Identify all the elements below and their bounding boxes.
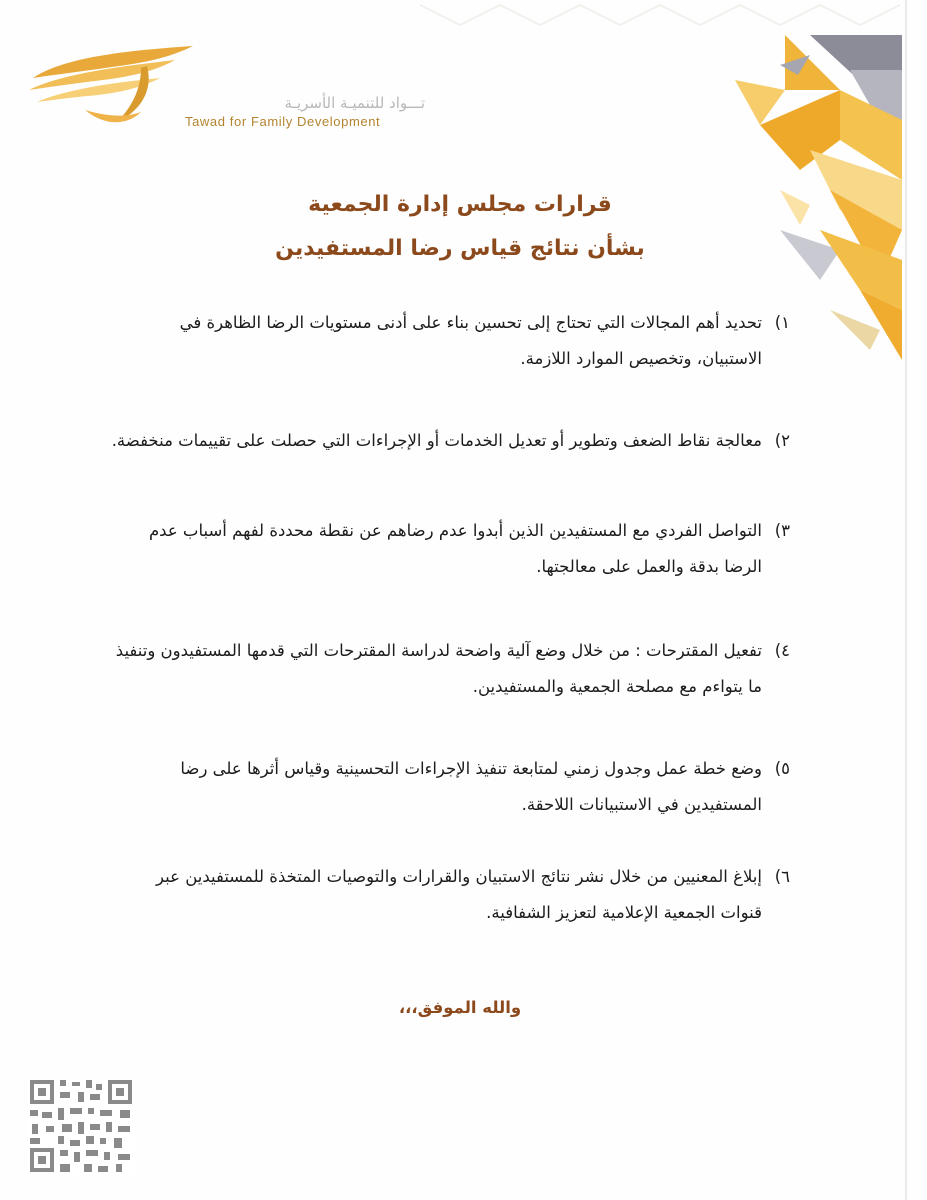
- decision-text: تحديد أهم المجالات التي تحتاج إلى تحسين بناء على أدنى مستويات الرضا الظاهرة في الاستبيان، وتخصيص الموارد اللازمة.: [179, 313, 762, 368]
- decision-number: ٢): [774, 431, 790, 450]
- decision-text: التواصل الفردي مع المستفيدين الذين أبدوا عدم رضاهم عن نقطة محددة لفهم أسباب عدم الرضا بدقة والعمل على معالجتها.: [148, 521, 762, 576]
- tawad-logo: [25, 38, 425, 138]
- decision-item-4: [110, 633, 790, 705]
- closing-phrase: والله الموفق،،،: [398, 998, 522, 1017]
- decision-number: ٦): [774, 867, 790, 886]
- document-title: [180, 183, 740, 271]
- decision-text: معالجة نقاط الضعف وتطوير أو تعديل الخدمات أو الإجراءات التي حصلت على تقييمات منخفضة.: [111, 431, 762, 450]
- decision-number: ٤): [774, 641, 790, 660]
- logo-arabic-name: تـــواد للتنميـة الأسريـة: [284, 94, 425, 112]
- title-line-2: بشأن نتائج قياس رضا المستفيدين: [275, 236, 645, 261]
- decision-item-6: [110, 859, 790, 931]
- title-line-1: قرارات مجلس إدارة الجمعية: [308, 192, 612, 217]
- decision-number: ٥): [774, 759, 790, 778]
- top-watermark: [420, 0, 900, 30]
- decision-text: تفعيل المقترحات : من خلال وضع آلية واضحة لدراسة المقترحات التي قدمها المستفيدون وتنفيذ ما يتواءم مع مصلحة الجمعية والمستفيدين.: [115, 641, 762, 696]
- qr-code: [28, 1078, 134, 1174]
- decision-item-1: [110, 305, 790, 377]
- bird-logo-icon: [25, 38, 200, 133]
- decision-number: ١): [774, 313, 790, 332]
- decisions-list: [110, 305, 790, 931]
- decision-item-2: [110, 423, 790, 459]
- decision-text: وضع خطة عمل وجدول زمني لمتابعة تنفيذ الإجراءات التحسينية وقياس أثرها على رضا المستفيدين في الاستبيانات اللاحقة.: [180, 759, 762, 814]
- decision-text: إبلاغ المعنيين من خلال نشر نتائج الاستبيان والقرارات والتوصيات المتخذة للمستفيدين عبر قنوات الجمعية الإعلامية لتعزيز الشفافية.: [156, 867, 762, 922]
- decision-number: ٣): [774, 521, 790, 540]
- decision-item-5: [110, 751, 790, 823]
- decision-item-3: [110, 513, 790, 585]
- logo-english-name: Tawad for Family Development: [185, 114, 381, 129]
